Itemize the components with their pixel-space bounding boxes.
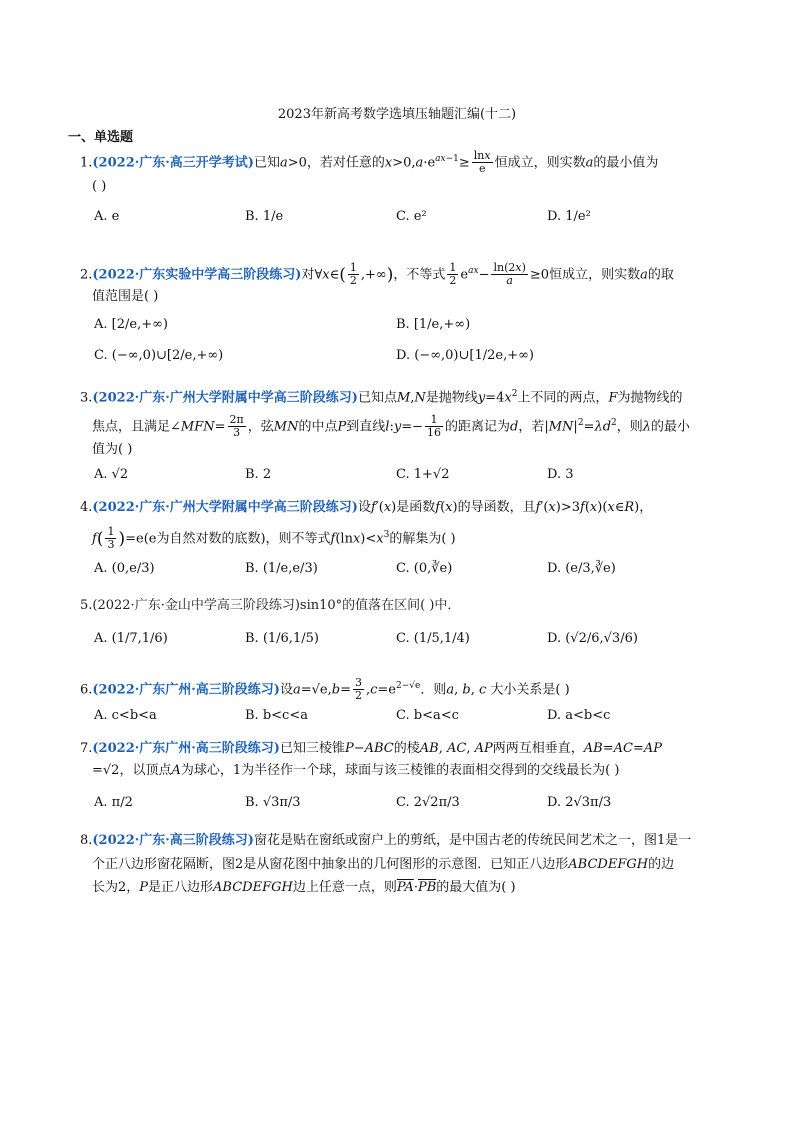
question-1-line-1: 1.(2022·广东·高三开学考试)已知a>0，若对任意的$x>0,a\cdot e^{ax-1}\ge$ $\frac{\ln x}{e}$ 恒成立，则实数a的最小值为 (80, 149, 659, 176)
q3-option-a: A. √2 (94, 467, 129, 482)
question-5-source: (2022·广东·金山中学高三阶段练习)sin10°的值落在区间( )中． (92, 598, 461, 613)
question-3-line-1: 3.(2022·广东·广州大学附属中学高三阶段练习)已知点M,N是抛物线$y=4x^2$上不同的两点，F为抛物线的 (80, 389, 683, 406)
q7-option-d: D. 2√3π/3 (547, 795, 612, 810)
question-8-line-2: 个正八边形窗花隔断，图2是从窗花图中抽象出的几何图形的示意图．已知正八边形ABCDEFGH的边 (92, 857, 675, 872)
question-3-line-3: 值为( ) (92, 442, 133, 457)
q7-option-b: B. √3π/3 (245, 795, 301, 810)
page-title: 2023年新高考数学选填压轴题汇编(十二) (277, 107, 517, 122)
question-6-source: (2022·广东广州·高三阶段练习) (92, 682, 280, 698)
question-7-source: (2022·广东广州·高三阶段练习) (92, 741, 280, 756)
q1-option-b: B. 1/e (245, 209, 284, 224)
question-4-line-1: 4.(2022·广东·广州大学附属中学高三阶段练习)设f′(x)是函数f(x)的导函数，且f′(x)>3f(x)(x∈R)， (80, 500, 653, 515)
q5-option-d: D. (√2/6,√3/6) (547, 631, 638, 646)
q2-option-a: A. [2/e,+∞) (94, 317, 168, 332)
q1-option-a: A. e (94, 209, 120, 224)
q4-option-c: C. (0,∛e) (396, 561, 453, 576)
question-8-line-1: 8.(2022·广东·高三阶段练习)窗花是贴在窗纸或窗户上的剪纸，是中国古老的传统民间艺术之一，图1是一 (80, 833, 692, 848)
q5-option-a: A. (1/7,1/6) (94, 631, 168, 646)
q3-option-c: C. 1+√2 (396, 467, 450, 482)
question-5-line-1: 5.(2022·广东·金山中学高三阶段练习)sin10°的值落在区间( )中． (80, 598, 461, 613)
q5-option-c: C. (1/5,1/4) (396, 631, 470, 646)
q4-option-a: A. (0,e/3) (94, 561, 155, 576)
question-3-source: (2022·广东·广州大学附属中学高三阶段练习) (92, 390, 358, 406)
question-8-line-3: 长为2，P是正八边形ABCDEFGH边上任意一点，则$\overline{PA}\cdot\overline{PB}$的最大值为( ) (92, 880, 516, 895)
question-7-line-2: =√2，以顶点A为球心，1为半径作一个球，球面与该三棱锥的表面相交得到的交线最长为( ) (92, 763, 620, 778)
question-4-line-2: f( $\frac{1}{3}$ )=e(e为自然对数的底数)，则不等式$f(\ln x)<x^3$的解集为( ) (92, 525, 456, 552)
q2-option-c: C. (−∞,0)∪[2/e,+∞) (94, 348, 224, 363)
q2-option-d: D. (−∞,0)∪[1/2e,+∞) (396, 348, 534, 363)
q7-option-a: A. π/2 (94, 795, 133, 810)
question-3-line-2: 焦点，且满足∠MFN= $\frac{2\pi}{3}$ ，弦MN的中点P到直线l:y=− $\frac{1}{16}$ 的距离记为d，若$|MN|^2=\lambda d^2$，则λ的最小 (92, 413, 691, 440)
q1-option-c: C. e² (396, 209, 427, 224)
q4-option-d: D. (e/3,∛e) (547, 561, 616, 576)
q3-option-d: D. 3 (547, 467, 574, 482)
question-8-source: (2022·广东·高三阶段练习) (92, 833, 254, 848)
q4-option-b: B. (1/e,e/3) (245, 561, 318, 576)
question-7-line-1: 7.(2022·广东广州·高三阶段练习)已知三棱锥P−ABC的棱AB, AC, AP两两互相垂直，AB=AC=AP (80, 741, 663, 756)
q1-option-d: D. 1/e² (547, 209, 591, 224)
section-heading: 一、单选题 (68, 130, 134, 145)
q6-option-c: C. b<a<c (396, 708, 459, 723)
q6-option-d: D. a<b<c (547, 708, 611, 723)
q6-option-a: A. c<b<a (94, 708, 157, 723)
question-1-source: (2022·广东·高三开学考试) (92, 155, 254, 171)
question-2-line-1: 2.(2022·广东实验中学高三阶段练习)对∀x∈( $\frac{1}{2}$ ,+∞)，不等式 $\frac{1}{2}$ $e^{ax}-$ $\frac{\ln(2x)}{a}$ ≥0恒成立，则实数a的取 (80, 261, 674, 288)
q2-option-b: B. [1/e,+∞) (396, 317, 471, 332)
q5-option-b: B. (1/6,1/5) (245, 631, 319, 646)
question-6-line-1: 6.(2022·广东广州·高三阶段练习)设a=√e,b= $\frac{3}{2}$ $,c=e^{2-√e}$．则a, b, c 大小关系是( ) (80, 676, 570, 703)
question-1-blank: ( ) (92, 179, 107, 194)
question-4-source: (2022·广东·广州大学附属中学高三阶段练习) (92, 500, 358, 515)
q7-option-c: C. 2√2π/3 (396, 795, 460, 810)
q6-option-b: B. b<c<a (245, 708, 308, 723)
question-2-source: (2022·广东实验中学高三阶段练习) (92, 267, 302, 283)
q3-option-b: B. 2 (245, 467, 272, 482)
question-2-line-2: 值范围是( ) (92, 289, 159, 304)
